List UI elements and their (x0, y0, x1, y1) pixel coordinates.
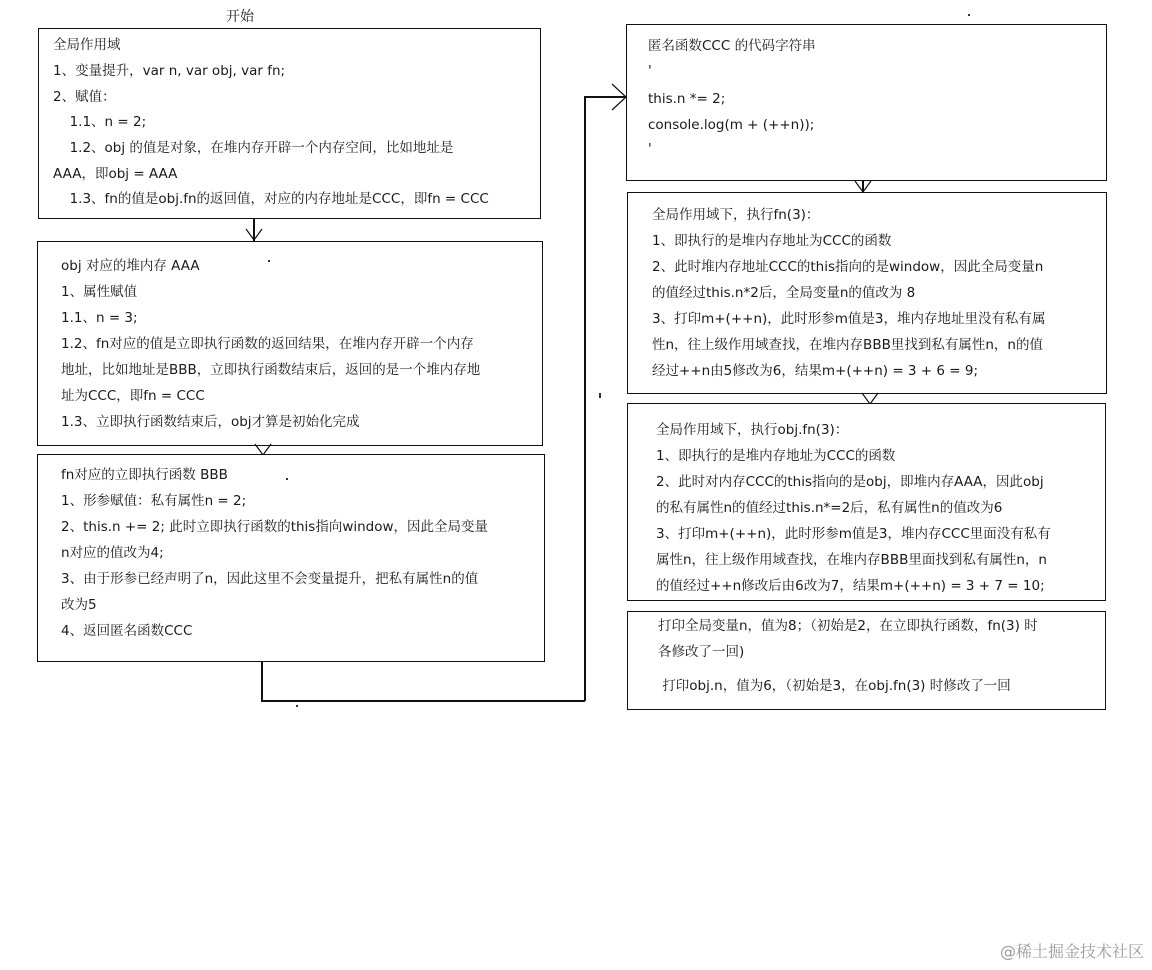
arrow-right-icon (611, 82, 627, 112)
box-line: 4、返回匿名函数CCC (61, 623, 193, 639)
box-line: 1、即执行的是堆内存地址为CCC的函数 (656, 448, 896, 464)
watermark: @稀土掘金技术社区 (999, 942, 1144, 961)
box-title: 全局作用域 (53, 37, 121, 53)
stray-dot (296, 705, 298, 707)
box-line: 的值经过this.n*2后，全局变量n的值改为 8 (652, 285, 916, 301)
connector-line (584, 96, 586, 701)
stray-dot (286, 478, 288, 480)
box-global-scope (38, 28, 541, 219)
box-line: 1.2、obj 的值是对象，在堆内存开辟一个内存空间，比如地址是 (61, 140, 454, 156)
box-line: n对应的值改为4; (61, 545, 164, 561)
box-line: 1、变量提升，var n, var obj, var fn; (53, 63, 286, 79)
box-title: fn对应的立即执行函数 BBB (61, 467, 228, 483)
connector-line (261, 700, 585, 702)
box-exec-obj-fn3 (627, 403, 1106, 601)
box-line: 2、此时堆内存地址CCC的this指向的是window，因此全局变量n (652, 259, 1044, 275)
box-line: 1、即执行的是堆内存地址为CCC的函数 (652, 233, 892, 249)
box-line: 1、属性赋值 (61, 284, 138, 300)
box-line: 经过++n由5修改为6，结果m+(++n) = 3 + 6 = 9; (652, 363, 979, 379)
box-title: 全局作用域下，执行obj.fn(3)： (656, 422, 849, 438)
box-title: 全局作用域下，执行fn(3)： (652, 207, 820, 223)
box-summary (627, 611, 1106, 710)
box-line: 址为CCC，即fn = CCC (61, 388, 205, 404)
box-line: 1.3、立即执行函数结束后，obj才算是初始化完成 (61, 414, 360, 430)
box-obj-heap-aaa (37, 241, 543, 446)
code-line: ' (648, 63, 652, 79)
box-exec-fn3 (627, 192, 1107, 394)
box-line: 属性n，往上级作用域查找，在堆内存BBB里面找到私有属性n，n (656, 552, 1047, 568)
box-title: obj 对应的堆内存 AAA (61, 258, 200, 274)
summary-line: 打印全局变量n，值为8；（初始是2，在立即执行函数，fn(3) 时 (658, 618, 1038, 634)
box-line: 2、赋值： (53, 89, 116, 105)
code-line: ' (648, 141, 652, 157)
box-line: 3、打印m+(++n)，此时形参m值是3，堆内存CCC里面没有私有 (656, 526, 1051, 542)
box-line: 2、this.n += 2; 此时立即执行函数的this指向window，因此全局变量 (61, 519, 489, 535)
start-label: 开始 (226, 9, 254, 25)
box-line: 1、形参赋值：私有属性n = 2; (61, 493, 247, 509)
box-iife-bbb (37, 454, 545, 662)
stray-dot (599, 393, 601, 398)
box-line: 2、此时对内存CCC的this指向的是obj，即堆内存AAA，因此obj (656, 474, 1044, 490)
box-line: 3、打印m+(++n)，此时形参m值是3，堆内存地址里没有私有属 (652, 311, 1046, 327)
box-line: 改为5 (61, 597, 97, 613)
box-line: 3、由于形参已经声明了n，因此这里不会变量提升，把私有属性n的值 (61, 571, 479, 587)
box-title: 匿名函数CCC 的代码字符串 (648, 38, 816, 54)
box-line: 1.1、n = 2; (61, 114, 147, 130)
box-line: 地址，比如地址是BBB，立即执行函数结束后，返回的是一个堆内存地 (61, 362, 481, 378)
box-line: 的值经过++n修改后由6改为7，结果m+(++n) = 3 + 7 = 10; (656, 578, 1045, 594)
box-line: 性n，往上级作用域查找，在堆内存BBB里找到私有属性n，n的值 (652, 337, 1043, 353)
box-line: 的私有属性n的值经过this.n*=2后，私有属性n的值改为6 (656, 500, 1003, 516)
connector-line (261, 662, 263, 701)
stray-dot (968, 14, 970, 16)
summary-line: 打印obj.n，值为6，（初始是3，在obj.fn(3) 时修改了一回 (658, 678, 1011, 694)
arrow-down-icon (244, 228, 264, 242)
box-line: 1.1、n = 3; (61, 310, 138, 326)
code-line: console.log(m + (++n)); (648, 117, 815, 133)
summary-line: 各修改了一回) (658, 644, 745, 660)
box-line: 1.3、fn的值是obj.fn的返回值，对应的内存地址是CCC，即fn = CCC (61, 191, 489, 207)
box-anon-fn-ccc (626, 24, 1107, 181)
box-line: 1.2、fn对应的值是立即执行函数的返回结果，在堆内存开辟一个内存 (61, 336, 474, 352)
box-line: AAA，即obj = AAA (53, 166, 178, 182)
stray-dot (268, 260, 270, 262)
code-line: this.n *= 2; (648, 91, 726, 107)
